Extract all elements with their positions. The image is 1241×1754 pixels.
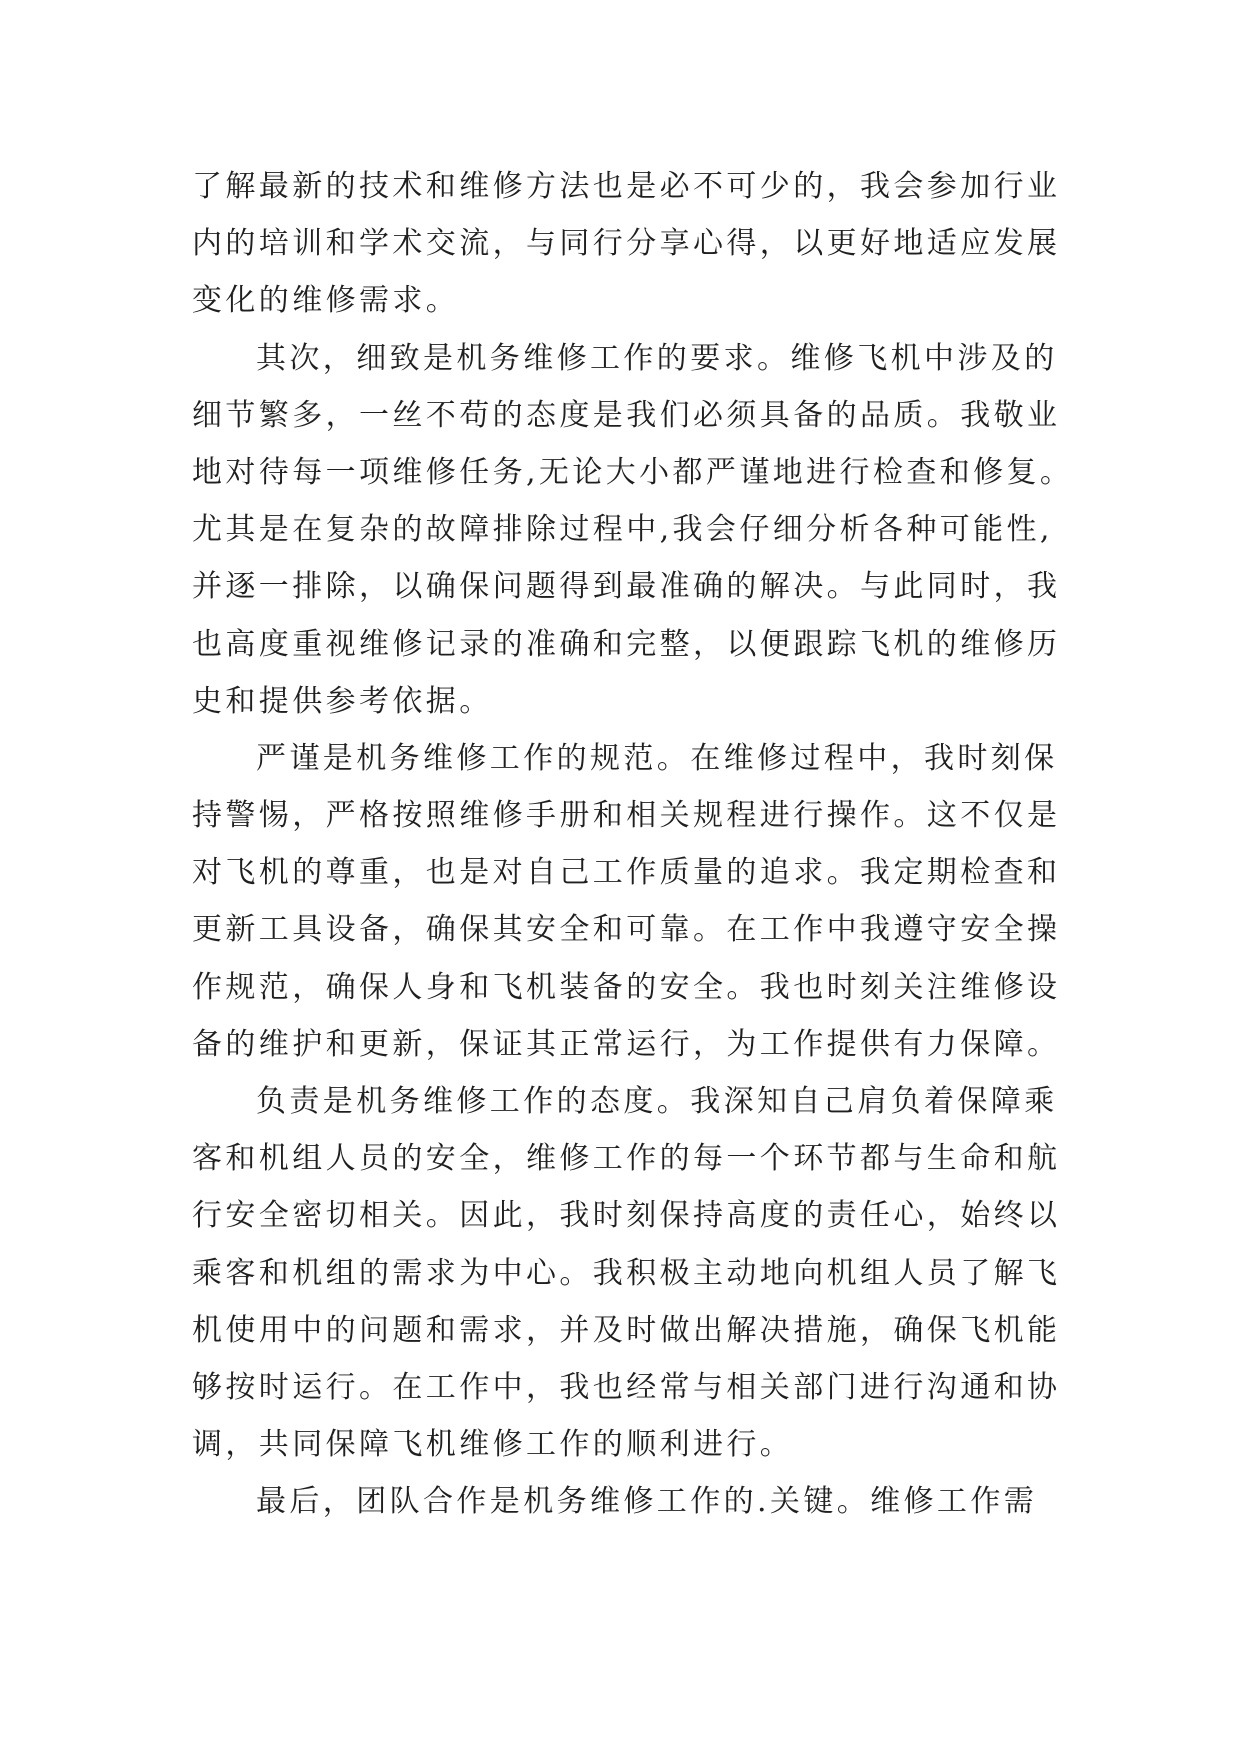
text-line: 备的维护和更新，保证其正常运行，为工作提供有力保障。 <box>192 1026 1061 1062</box>
text-line: 调，共同保障飞机维修工作的顺利进行。 <box>192 1427 794 1463</box>
text-line: 也高度重视维修记录的准确和完整，以便跟踪飞机的维修历 <box>192 626 1061 662</box>
paragraph-first-line: 严谨是机务维修工作的规范。在维修过程中，我时刻保 <box>256 740 1058 776</box>
text-line: 了解最新的技术和维修方法也是必不可少的，我会参加行业 <box>192 169 1061 204</box>
text-line: 够按时运行。在工作中，我也经常与相关部门进行沟通和协 <box>192 1369 1061 1405</box>
paragraph-first-line: 其次，细致是机务维修工作的要求。维修飞机中涉及的 <box>256 340 1058 376</box>
text-line: 机使用中的问题和需求，并及时做出解决措施，确保飞机能 <box>192 1312 1061 1348</box>
text-line: 变化的维修需求。 <box>192 283 460 319</box>
text-line: 行安全密切相关。因此，我时刻保持高度的责任心，始终以 <box>192 1198 1061 1234</box>
text-line: 史和提供参考依据。 <box>192 683 493 719</box>
paragraph-first-line: 最后，团队合作是机务维修工作的.关键。维修工作需 <box>256 1484 1038 1520</box>
text-line: 地对待每一项维修任务,无论大小都严谨地进行检查和修复。 <box>192 454 1074 490</box>
text-line: 客和机组人员的安全，维修工作的每一个环节都与生命和航 <box>192 1141 1061 1177</box>
document-body <box>192 158 1074 1531</box>
text-line: 尤其是在复杂的故障排除过程中,我会仔细分析各种可能性, <box>192 512 1053 548</box>
paragraph-first-line: 负责是机务维修工作的态度。我深知自己肩负着保障乘 <box>256 1084 1058 1119</box>
text-line: 内的培训和学术交流，与同行分享心得，以更好地适应发展 <box>192 226 1061 262</box>
text-line: 更新工具设备，确保其安全和可靠。在工作中我遵守安全操 <box>192 912 1061 948</box>
text-line: 并逐一排除，以确保问题得到最准确的解决。与此同时，我 <box>192 569 1061 605</box>
text-line: 持警惕，严格按照维修手册和相关规程进行操作。这不仅是 <box>192 798 1061 834</box>
text-line: 作规范，确保人身和飞机装备的安全。我也时刻关注维修设 <box>192 969 1061 1005</box>
text-line: 对飞机的尊重，也是对自己工作质量的追求。我定期检查和 <box>192 855 1061 891</box>
text-line: 乘客和机组的需求为中心。我积极主动地向机组人员了解飞 <box>192 1255 1061 1291</box>
text-line: 细节繁多，一丝不苟的态度是我们必须具备的品质。我敬业 <box>192 397 1061 433</box>
